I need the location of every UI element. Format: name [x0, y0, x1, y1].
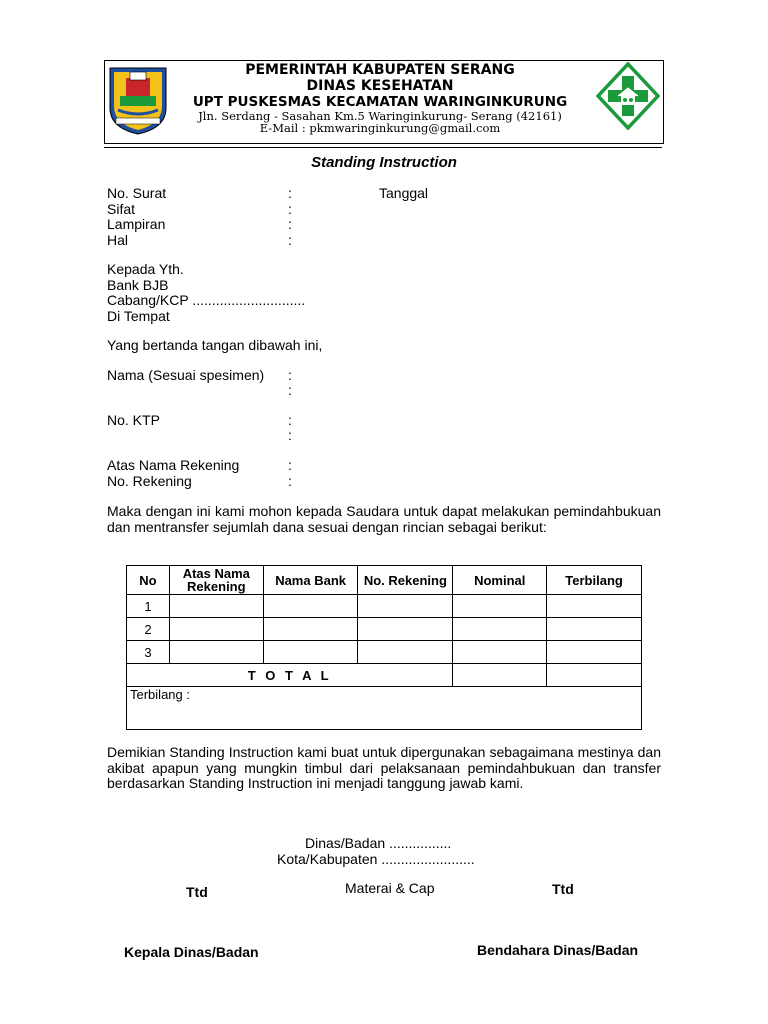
total-label: T O T A L — [127, 664, 453, 687]
letterhead-unit: UPT PUSKESMAS KECAMATAN WARINGINKURUNG — [192, 94, 568, 110]
col-header-atas-nama: Atas Nama Rekening — [169, 566, 263, 595]
table-row — [127, 595, 642, 618]
col-header-terbilang: Terbilang — [547, 566, 642, 595]
recipient-branch: Cabang/KCP ............................. — [107, 292, 306, 308]
table-header-row — [127, 566, 642, 595]
total-nominal-cell[interactable] — [453, 664, 547, 687]
recipient-block — [107, 262, 305, 324]
health-cross-logo — [596, 62, 660, 130]
field-colon: : — [288, 382, 292, 398]
table-row — [127, 641, 642, 664]
field-label-sifat: Sifat — [107, 200, 136, 217]
table-row — [127, 618, 642, 641]
field-colon: : — [288, 427, 292, 443]
field-colon: : — [288, 412, 292, 428]
total-terbilang-cell[interactable] — [547, 664, 642, 687]
row-number: 3 — [127, 641, 170, 664]
row-number: 2 — [127, 618, 170, 641]
table-cell[interactable] — [169, 595, 263, 618]
letterhead-email: E-Mail : pkmwaringinkurung@gmail.com — [259, 121, 501, 135]
table-cell[interactable] — [453, 618, 547, 641]
header-field-colons — [288, 186, 292, 248]
nama-label: Nama (Sesuai spesimen) — [107, 367, 265, 383]
field-colon: : — [288, 185, 292, 201]
field-label-lampiran: Lampiran — [107, 216, 166, 232]
recipient-line: Kepada Yth. — [107, 261, 184, 277]
field-colon: : — [288, 457, 292, 473]
field-label-hal: Hal — [107, 231, 129, 248]
row-number: 1 — [127, 595, 170, 618]
col-header-no: No — [127, 566, 170, 595]
letterhead-department: DINAS KESEHATAN — [306, 78, 454, 94]
ttd-left: Ttd — [186, 884, 208, 900]
field-colon: : — [288, 367, 292, 383]
table-cell[interactable] — [547, 618, 642, 641]
table-cell[interactable] — [169, 641, 263, 664]
col-header-no-rekening: No. Rekening — [358, 566, 453, 595]
terbilang-label: Terbilang : — [127, 687, 642, 730]
kota-line: Kota/Kabupaten ........................ — [277, 851, 475, 867]
bendahara-title: Bendahara Dinas/Badan — [477, 942, 639, 958]
table-cell[interactable] — [358, 595, 453, 618]
col-header-nama-bank: Nama Bank — [263, 566, 358, 595]
table-cell[interactable] — [453, 595, 547, 618]
intro-text: Yang bertanda tangan dibawah ini, — [107, 337, 323, 353]
table-cell[interactable] — [263, 641, 358, 664]
table-cell[interactable] — [453, 641, 547, 664]
table-cell[interactable] — [547, 595, 642, 618]
table-cell[interactable] — [547, 641, 642, 664]
letterhead-rule — [104, 147, 662, 148]
letterhead-address: Jln. Serdang - Sasahan Km.5 Waringinkurung- Serang (42161) — [198, 109, 562, 123]
field-colon: : — [288, 231, 292, 248]
dinas-line: Dinas/Badan ................ — [305, 835, 452, 851]
letterhead-government: PEMERINTAH KABUPATEN SERANG — [245, 62, 515, 78]
table-cell[interactable] — [263, 595, 358, 618]
no-rekening-label: No. Rekening — [107, 473, 192, 489]
field-label-no-surat: No. Surat — [107, 185, 167, 201]
closing-paragraph: Demikian Standing Instruction kami buat untuk dipergunakan sebagaimana mestinya dan akibat apapun yang mungkin timbul dari pelaksanaan pemindahbukuan dan transfer berdasarkan Standing Instruction ini menjadi tanggung jawab kami. — [107, 744, 661, 791]
table-cell[interactable] — [169, 618, 263, 641]
ttd-right: Ttd — [552, 881, 574, 897]
ktp-label: No. KTP — [107, 412, 160, 428]
kepala-dinas-title: Kepala Dinas/Badan — [124, 944, 259, 960]
tanggal-label: Tanggal — [379, 185, 429, 201]
col-header-nominal: Nominal — [453, 566, 547, 595]
regency-crest-logo — [106, 64, 170, 136]
total-row — [127, 664, 642, 687]
request-paragraph: Maka dengan ini kami mohon kepada Saudara untuk dapat melakukan pemindahbukuan dan mentransfer sejumlah dana sesuai dengan rincian sebagai berikut: — [107, 503, 661, 535]
field-colon: : — [288, 473, 292, 489]
materai-label: Materai & Cap — [345, 880, 435, 896]
table-cell[interactable] — [358, 618, 453, 641]
table-cell[interactable] — [358, 641, 453, 664]
recipient-location: Di Tempat — [107, 307, 170, 324]
transfer-table — [126, 565, 642, 730]
field-colon: : — [288, 216, 292, 232]
recipient-bank: Bank BJB — [107, 276, 169, 293]
document-title: Standing Instruction — [311, 154, 457, 171]
field-colon: : — [288, 200, 292, 217]
table-cell[interactable] — [263, 618, 358, 641]
header-field-labels — [107, 186, 166, 248]
atas-nama-label: Atas Nama Rekening — [107, 457, 240, 473]
terbilang-row — [127, 687, 642, 730]
